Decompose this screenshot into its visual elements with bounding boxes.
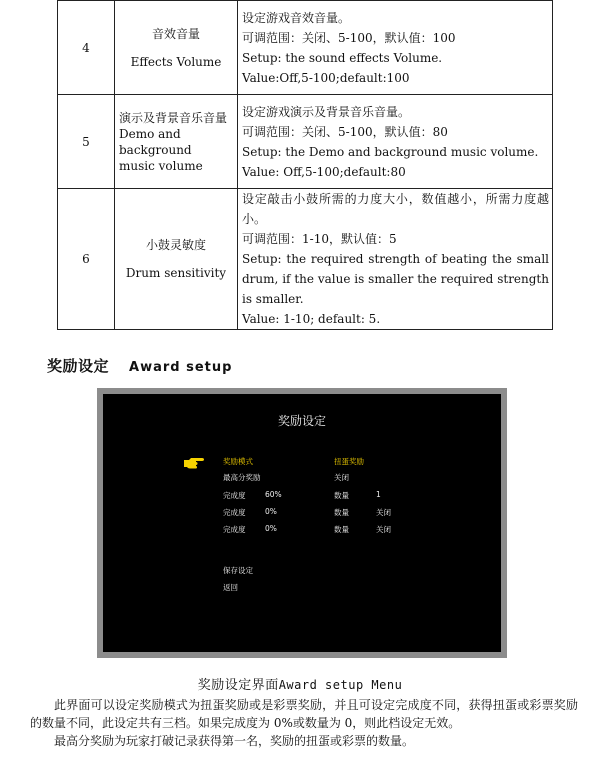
setting-description bbox=[238, 1, 553, 95]
body-paragraph-1: 此界面可以设定奖励模式为扭蛋奖励或是彩票奖励，并且可设定完成度不同，获得扭蛋或彩票奖励的数量不同，此设定共有三档。如果完成度为 0%或数量为 0，则此档设定无效。 bbox=[30, 698, 578, 730]
tier-2-qty[interactable]: 关闭 bbox=[376, 508, 391, 517]
tier-2-label[interactable]: 完成度 bbox=[223, 508, 246, 517]
menu-screen bbox=[103, 394, 501, 652]
tier-1-label[interactable]: 完成度 bbox=[223, 491, 246, 500]
body-paragraph-2: 最高分奖励为玩家打破记录获得第一名，奖励的扭蛋或彩票的数量。 bbox=[54, 734, 415, 748]
setting-name bbox=[115, 189, 238, 330]
settings-table bbox=[57, 0, 553, 330]
award-mode-value[interactable]: 扭蛋奖励 bbox=[334, 457, 364, 466]
section-heading-en: Award setup bbox=[129, 360, 233, 375]
caption-en: Award setup Menu bbox=[278, 678, 403, 692]
tier-3-qty[interactable]: 关闭 bbox=[376, 525, 391, 534]
desc-line: Setup: the required strength of beating the small drum, if the value is smaller the required strength is smaller. bbox=[242, 252, 549, 306]
setting-name-en: Demo and background music volume bbox=[119, 126, 203, 173]
setting-description bbox=[238, 189, 553, 330]
tier-1-qty[interactable]: 1 bbox=[376, 490, 381, 499]
desc-line: Setup: the Demo and background music volume. bbox=[242, 144, 539, 159]
body-text bbox=[30, 696, 578, 750]
desc-line: Setup: the sound effects Volume. bbox=[242, 50, 443, 65]
menu-item-back[interactable]: 返回 bbox=[223, 583, 238, 592]
table-row bbox=[58, 189, 553, 330]
setting-name-en: Drum sensitivity bbox=[125, 266, 227, 280]
table-row bbox=[58, 1, 553, 95]
tier-3-label[interactable]: 完成度 bbox=[223, 525, 246, 534]
setting-name-en: Effects Volume bbox=[130, 54, 222, 69]
setting-description bbox=[238, 95, 553, 189]
row-number: 5 bbox=[58, 95, 115, 189]
row-number: 6 bbox=[58, 189, 115, 330]
desc-line: Value: Off,5-100;default:80 bbox=[242, 164, 406, 179]
section-heading-cn: 奖励设定 bbox=[47, 357, 110, 375]
tier-3-qty-label: 数量 bbox=[334, 525, 349, 534]
menu-item-award-mode[interactable]: 奖励模式 bbox=[223, 457, 253, 466]
setting-name-cn: 音效音量 bbox=[151, 26, 200, 41]
desc-line: Value: 1-10; default: 5. bbox=[242, 312, 381, 326]
menu-item-save-settings[interactable]: 保存设定 bbox=[223, 566, 253, 575]
table-row bbox=[58, 95, 553, 189]
tier-1-qty-label: 数量 bbox=[334, 491, 349, 500]
figure-caption bbox=[0, 674, 600, 693]
desc-line: 可调范围：关闭、5-100，默认值：80 bbox=[242, 124, 448, 139]
section-heading bbox=[47, 355, 232, 376]
menu-title: 奖励设定 bbox=[277, 414, 326, 428]
pointing-hand-icon bbox=[183, 454, 205, 470]
setting-name bbox=[115, 95, 238, 189]
row-number: 4 bbox=[58, 1, 115, 95]
tier-2-completion[interactable]: 0% bbox=[265, 507, 277, 516]
desc-line: Value:Off,5-100;default:100 bbox=[242, 70, 410, 85]
desc-line: 可调范围：关闭、5-100，默认值：100 bbox=[242, 30, 456, 45]
setting-name bbox=[115, 1, 238, 95]
caption-cn: 奖励设定界面 bbox=[197, 678, 279, 693]
tier-2-qty-label: 数量 bbox=[334, 508, 349, 517]
highest-award-value[interactable]: 关闭 bbox=[334, 473, 349, 482]
tier-1-completion[interactable]: 60% bbox=[265, 490, 282, 499]
desc-line: 可调范围：1-10，默认值：5 bbox=[242, 232, 397, 246]
tier-3-completion[interactable]: 0% bbox=[265, 524, 277, 533]
setting-name-cn: 小鼓灵敏度 bbox=[145, 238, 206, 252]
desc-line: 设定游戏音效音量。 bbox=[242, 10, 351, 25]
menu-item-highest-award[interactable]: 最高分奖励 bbox=[223, 473, 261, 482]
setting-name-cn: 演示及背景音乐音量 bbox=[119, 110, 228, 125]
award-setup-menu-screenshot bbox=[97, 388, 507, 658]
desc-line: 设定敲击小鼓所需的力度大小，数值越小，所需力度越小。 bbox=[242, 192, 549, 226]
desc-line: 设定游戏演示及背景音乐音量。 bbox=[242, 104, 411, 119]
